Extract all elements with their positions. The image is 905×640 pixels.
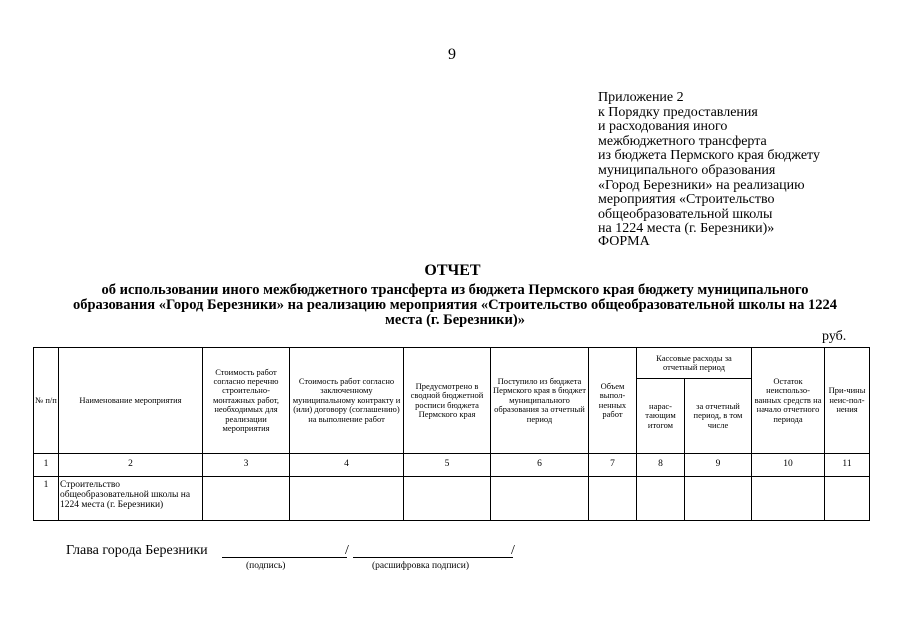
cell-volume bbox=[589, 477, 637, 521]
row-name: Строительство общеобразовательной школы на 1224 места (г. Березники) bbox=[59, 477, 203, 521]
appendix-note: Приложение 2 к Порядку предоставления и расходования иного межбюджетного трансферта из бюджета Пермского края бюджету муниципального образования «Город Березники» на реализацию мероприятия «Строительство общеобразовательной школы на 1224 места (г. Березники)» bbox=[598, 90, 820, 237]
col-number: 7 bbox=[589, 454, 637, 477]
header-cost-plan: Стоимость работ согласно перечню строительно-монтажных работ, необходимых для реализации мероприятия bbox=[203, 348, 290, 454]
signature-caption: (подпись) bbox=[246, 561, 286, 571]
col-number: 1 bbox=[34, 454, 59, 477]
header-name: Наименование мероприятия bbox=[59, 348, 203, 454]
cell-budget bbox=[404, 477, 491, 521]
col-number: 8 bbox=[637, 454, 685, 477]
header-remainder: Остаток неиспользо-ванных средств на начало отчетного периода bbox=[752, 348, 825, 454]
decode-caption: (расшифровка подписи) bbox=[372, 561, 469, 571]
report-table bbox=[33, 347, 870, 521]
col-number: 5 bbox=[404, 454, 491, 477]
table-row bbox=[34, 477, 870, 521]
report-title: ОТЧЕТ bbox=[424, 262, 481, 279]
cell-cost-contract bbox=[290, 477, 404, 521]
cell-reasons bbox=[825, 477, 870, 521]
header-received: Поступило из бюджета Пермского края в бюджет муниципального образования за отчетный период bbox=[491, 348, 589, 454]
cell-received bbox=[491, 477, 589, 521]
col-number: 3 bbox=[203, 454, 290, 477]
signature-title: Глава города Березники bbox=[66, 543, 208, 558]
page-number: 9 bbox=[448, 46, 456, 63]
header-budget: Предусмотрено в сводной бюджетной росписи бюджета Пермского края bbox=[404, 348, 491, 454]
col-number: 10 bbox=[752, 454, 825, 477]
form-label: ФОРМА bbox=[598, 234, 650, 249]
header-cash-cumulative: нарас-тающим итогом bbox=[637, 379, 685, 454]
cell-cash-period bbox=[685, 477, 752, 521]
decode-line bbox=[353, 557, 513, 558]
header-volume: Объем выпол-ненных работ bbox=[589, 348, 637, 454]
signature-slash: / bbox=[511, 543, 515, 558]
cell-cash-cumulative bbox=[637, 477, 685, 521]
signature-line bbox=[222, 557, 347, 558]
header-num: № п/п bbox=[34, 348, 59, 454]
currency-unit: руб. bbox=[822, 329, 847, 344]
cell-cost-plan bbox=[203, 477, 290, 521]
col-number: 6 bbox=[491, 454, 589, 477]
header-cash-period: за отчетный период, в том числе bbox=[685, 379, 752, 454]
col-number: 2 bbox=[59, 454, 203, 477]
cell-remainder bbox=[752, 477, 825, 521]
header-cash-group: Кассовые расходы за отчетный период bbox=[637, 348, 752, 379]
signature-slash: / bbox=[345, 543, 349, 558]
col-number: 4 bbox=[290, 454, 404, 477]
header-reasons: При-чины неис-пол-нения bbox=[825, 348, 870, 454]
header-cost-contract: Стоимость работ согласно заключенному муниципальному контракту и (или) договору (соглашению) на выполнение работ bbox=[290, 348, 404, 454]
row-num: 1 bbox=[34, 477, 59, 521]
col-number: 11 bbox=[825, 454, 870, 477]
report-subtitle: об использовании иного межбюджетного трансферта из бюджета Пермского края бюджету муниципального образования «Город Березники» на реализацию мероприятия «Строительство общеобразовательной школы на 1224 места (г. Березники)» bbox=[72, 282, 837, 328]
col-number: 9 bbox=[685, 454, 752, 477]
